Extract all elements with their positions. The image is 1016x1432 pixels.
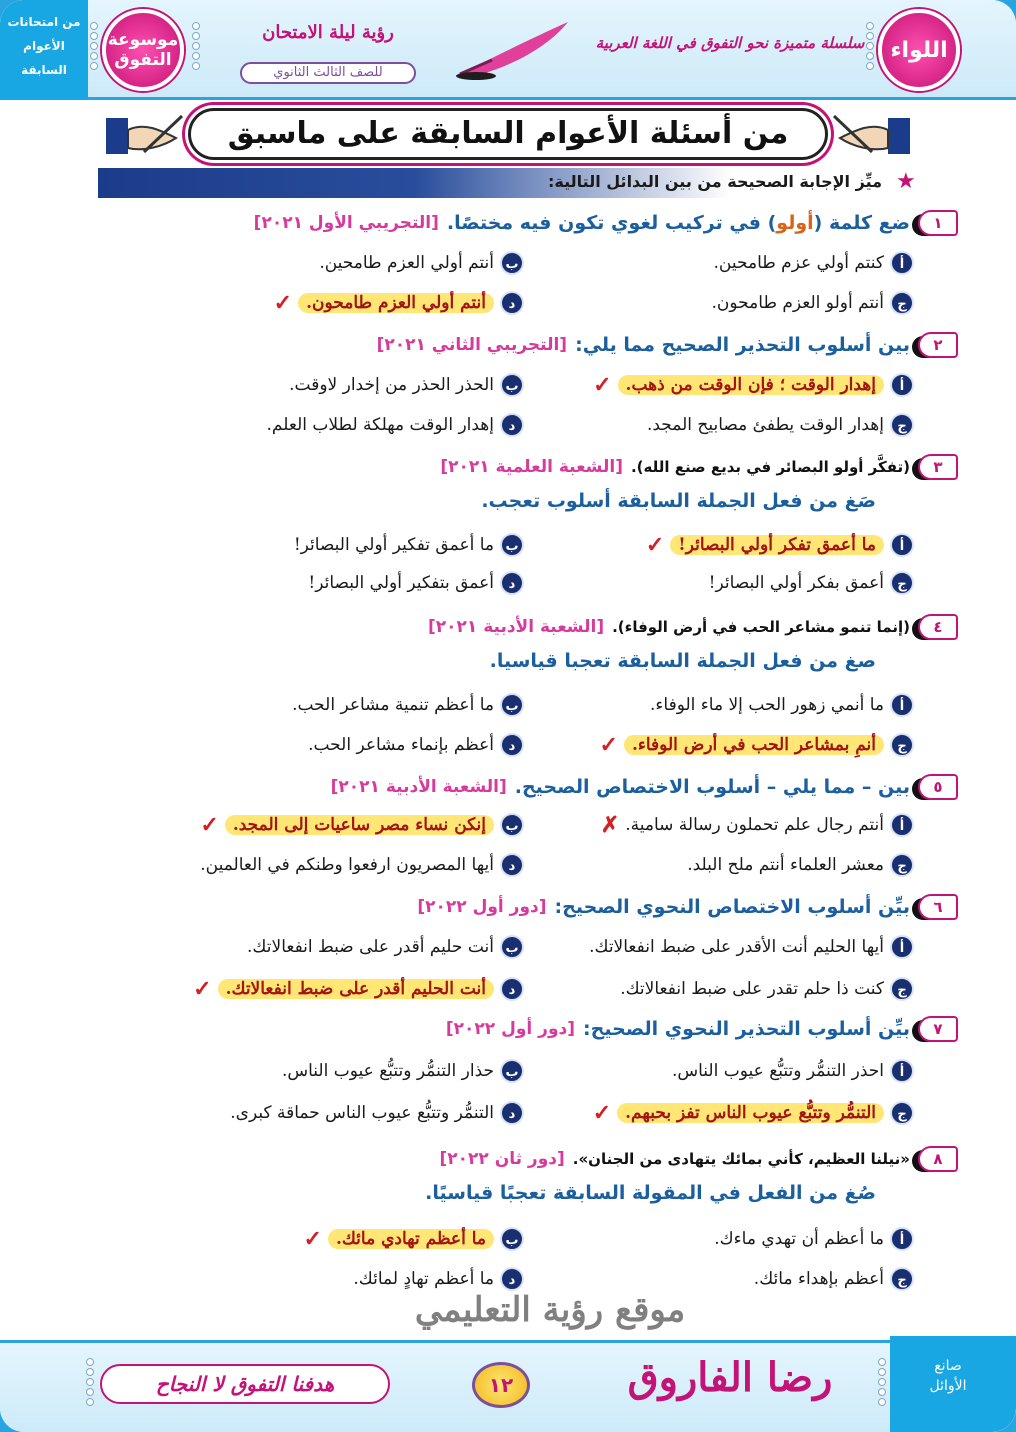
check-icon: ✓ [303, 1226, 322, 1252]
option-text: أنتم أولي العزم طامحين. [319, 253, 494, 273]
encyclopedia-logo-text: موسوعة التفوق [107, 30, 179, 70]
option[interactable] [714, 1222, 914, 1256]
option-text: أنمِ بمشاعر الحب في أرض الوفاء. [624, 735, 884, 755]
option-letter: ج [890, 1267, 914, 1291]
question-4 [428, 612, 958, 642]
option-text: ما أعظم أن تهدي ماءك. [714, 1229, 884, 1249]
author-signature: رضا الفاروق [627, 1354, 833, 1401]
question-text: بيِّن أسلوب التحذير النحوي الصحيح: [583, 1018, 910, 1040]
decor-dots [88, 20, 100, 72]
question-number: ٣ [918, 454, 958, 480]
option-letter: ج [890, 977, 914, 1001]
option-letter: أ [890, 935, 914, 959]
option-letter: ب [500, 1059, 524, 1083]
section-tab [0, 0, 88, 100]
option-text: ما أعمق تفكير أولي البصائر! [293, 535, 494, 555]
option[interactable] [292, 688, 524, 722]
option-letter: د [500, 1267, 524, 1291]
exam-reference: [دور أول ٢٠٢٢] [445, 1019, 576, 1039]
series-tagline: سلسلة متميزة نحو التفوق في اللغة العربية [595, 34, 865, 52]
makers-label [900, 1356, 996, 1396]
site-watermark: موقع رؤية التعليمي [414, 1290, 686, 1330]
option-letter: ج [890, 733, 914, 757]
option-letter: أ [890, 251, 914, 275]
option-letter: د [500, 977, 524, 1001]
exam-reference: [دور أول ٢٠٢٢] [417, 897, 547, 917]
option-text: أنتم أولي العزم طامحون. [298, 293, 494, 313]
option-text: ما أعظم تهادي مائك. [328, 1229, 494, 1249]
question-7 [446, 1014, 958, 1044]
option-text: كنتم أولي عزم طامحين. [713, 253, 884, 273]
decor-dots [876, 1356, 888, 1408]
option-text: الحذر الحذر من إخدار لاوقت. [289, 375, 494, 395]
exam-reference: [دور ثان ٢٠٢٢] [439, 1149, 565, 1169]
option-letter: ب [500, 533, 524, 557]
question-8 [440, 1144, 959, 1174]
check-icon: ✓ [645, 532, 665, 558]
question-text: بين – مما يلي – أسلوب الاختصاص الصحيح. [514, 776, 910, 798]
question-3 [440, 452, 958, 482]
brand-subtitle: للصف الثالث الثانوي [240, 62, 416, 84]
option[interactable] [714, 246, 914, 280]
option[interactable] [672, 1054, 914, 1088]
quill-pen-icon [452, 18, 572, 82]
option-correct[interactable] [593, 1096, 914, 1130]
option-text: حذار التنمُّر وتتبُّع عيوب الناس. [281, 1061, 494, 1081]
question-text: (تفكَّر أولو البصائر في بديع صنع الله). [630, 458, 910, 476]
option-text: أعمق بفكر أولي البصائر! [708, 573, 884, 593]
option-text: إهدار الوقت ؛ فإن الوقت من ذهب. [618, 375, 884, 395]
option-letter: أ [890, 693, 914, 717]
page-number: ١٢ [472, 1362, 530, 1408]
makers-line: الأوائل [929, 1378, 967, 1394]
question-5 [331, 772, 958, 802]
option-text: كنت ذا حلم تقدر على ضبط انفعالاتك. [620, 979, 884, 999]
section-tab-line: الأعوام [23, 39, 65, 53]
option-letter: ج [890, 1101, 914, 1125]
instruction-text: ميِّز الإجابة الصحيحة من بين البدائل التالية: [548, 172, 882, 191]
decor-dots [84, 1356, 96, 1408]
option[interactable] [200, 848, 524, 882]
option-letter: ج [890, 571, 914, 595]
option-letter: ج [890, 413, 914, 437]
question-subprompt: صَغ من فعل الجملة السابقة أسلوب تعجب. [481, 490, 876, 512]
option-text: إهدار الوقت مهلكة لطلاب العلم. [266, 415, 494, 435]
question-subprompt: صغ من فعل الجملة السابقة تعجبا قياسيا. [489, 650, 876, 672]
option-letter: أ [890, 1227, 914, 1251]
option-text: معشر العلماء أنتم ملح البلد. [687, 855, 884, 875]
option-text: التنمُّر وتتبُّع عيوب الناس حماقة كبرى. [230, 1103, 494, 1123]
option[interactable] [709, 566, 914, 600]
question-text: بيِّن أسلوب الاختصاص النحوي الصحيح: [554, 896, 910, 918]
option[interactable] [247, 930, 524, 964]
decor-dots [864, 20, 876, 72]
option[interactable] [267, 408, 524, 442]
option-text: احذر التنمُّر وتتبُّع عيوب الناس. [671, 1061, 884, 1081]
option-text: أيها المصريون ارفعوا وطنكم في العالمين. [200, 855, 494, 875]
page-title-frame [188, 108, 828, 160]
option-letter: د [500, 1101, 524, 1125]
option-letter: ج [890, 291, 914, 315]
option-text: ما أعظم تهادٍ لمائك. [353, 1269, 494, 1289]
option-letter: ب [500, 813, 524, 837]
page-title: من أسئلة الأعوام السابقة على ماسبق [227, 116, 789, 151]
check-icon: ✓ [599, 732, 618, 758]
question-number: ٦ [918, 894, 958, 920]
question-text: (إنما تنمو مشاعر الحب في أرض الوفاء). [612, 618, 910, 636]
option-correct[interactable] [193, 972, 524, 1006]
option-wrong[interactable] [601, 808, 914, 842]
option-letter: د [500, 413, 524, 437]
exam-reference: [الشعبة العلمية ٢٠٢١] [440, 457, 623, 477]
option[interactable] [294, 528, 524, 562]
alliwaa-logo [878, 9, 960, 91]
option-text: أنتم أولو العزم طامحون. [711, 293, 884, 313]
makers-line: صانع [934, 1358, 962, 1374]
option[interactable] [319, 246, 524, 280]
option[interactable] [687, 848, 914, 882]
question-text: ضع كلمة (أولو) في تركيب لغوي تكون فيه مختصًا. [446, 212, 910, 234]
hand-writing-icon [104, 112, 184, 158]
check-icon: ✓ [592, 1100, 612, 1126]
alliwaa-logo-text: اللواء [890, 37, 948, 63]
option-letter: أ [890, 813, 914, 837]
option-letter: ب [500, 693, 524, 717]
hand-writing-icon [832, 112, 912, 158]
question-1 [254, 208, 958, 238]
check-icon: ✓ [273, 290, 293, 316]
option-correct[interactable] [600, 728, 914, 762]
option-text: ما أعظم تنمية مشاعر الحب. [292, 695, 494, 715]
option-letter: د [500, 291, 524, 315]
check-icon: ✓ [193, 976, 212, 1002]
exam-reference: [الشعبة الأدبية ٢٠٢١] [330, 777, 507, 797]
check-icon: ✓ [200, 812, 219, 838]
option-text: أعظم بإهداء مائك. [753, 1269, 884, 1289]
option[interactable] [289, 368, 524, 402]
option-text: أنت حليم أقدر على ضبط انفعالاتك. [247, 937, 494, 957]
option-text: إنكن نساء مصر ساعيات إلى المجد. [225, 815, 494, 835]
option[interactable] [650, 688, 914, 722]
footer-motto: هدفنا التفوق لا النجاح [100, 1364, 390, 1404]
question-number: ٥ [918, 774, 958, 800]
option-text: أيها الحليم أنت الأقدر على ضبط انفعالاتك. [589, 937, 884, 957]
question-text: «نيلنا العظيم، كأني بمائك يتهادى من الجنان». [572, 1150, 910, 1168]
option[interactable] [308, 566, 524, 600]
option-letter: ج [890, 853, 914, 877]
option-letter: د [500, 853, 524, 877]
question-number: ٤ [918, 614, 958, 640]
option[interactable] [647, 408, 914, 442]
decor-dots [190, 20, 202, 72]
option-text: أعظم بإنماء مشاعر الحب. [308, 735, 494, 755]
option[interactable] [589, 930, 914, 964]
option-letter: أ [890, 1059, 914, 1083]
section-tab-line: السابقة [21, 63, 67, 77]
option-letter: ب [500, 251, 524, 275]
question-number: ٨ [918, 1146, 958, 1172]
option[interactable] [712, 286, 914, 320]
option-letter: د [500, 733, 524, 757]
option-correct[interactable] [274, 286, 524, 320]
exam-reference: [التجريبي الأول ٢٠٢١] [253, 213, 439, 233]
option[interactable] [754, 1262, 914, 1296]
encyclopedia-logo [102, 9, 184, 91]
section-tab-line: من امتحانات [7, 15, 81, 29]
question-number: ٧ [918, 1016, 958, 1042]
option-text: أنت الحليم أقدر على ضبط انفعالاتك. [218, 979, 494, 999]
option-text: أعمق بتفكير أولي البصائر! [308, 573, 494, 593]
option[interactable] [230, 1096, 524, 1130]
option-letter: أ [890, 533, 914, 557]
question-text: بين أسلوب التحذير الصحيح مما يلي: [575, 334, 910, 356]
exam-reference: [الشعبة الأدبية ٢٠٢١] [427, 617, 605, 637]
option-text: أنتم رجال علم تحملون رسالة سامية. [625, 815, 884, 835]
option-text: ما أنمي زهور الحب إلا ماء الوفاء. [650, 695, 884, 715]
brand-title: رؤية ليلة الامتحان [262, 22, 394, 43]
option[interactable] [620, 972, 914, 1006]
option-letter: ب [500, 1227, 524, 1251]
instruction-bar [98, 168, 890, 198]
option-letter: ب [500, 373, 524, 397]
option-correct[interactable] [200, 808, 524, 842]
option[interactable] [308, 728, 524, 762]
option[interactable] [282, 1054, 524, 1088]
check-icon: ✓ [593, 372, 612, 398]
exam-reference: [التجريبي الثاني ٢٠٢١] [376, 335, 568, 355]
option-letter: أ [890, 373, 914, 397]
question-number: ١ [918, 210, 958, 236]
question-subprompt: صُغ من الفعل في المقولة السابقة تعجبًا قياسيًا. [425, 1182, 876, 1204]
option-text: ما أعمق تفكر أولي البصائر! [670, 535, 884, 555]
question-6 [417, 892, 958, 922]
option-letter: د [500, 571, 524, 595]
star-icon: ★ [896, 169, 916, 194]
option-letter: ب [500, 935, 524, 959]
cross-icon: ✗ [600, 812, 620, 838]
option-correct[interactable] [593, 368, 914, 402]
question-2 [377, 330, 958, 360]
option-text: التنمُّر وتتبُّع عيوب الناس تفز بحبهم. [617, 1103, 884, 1123]
option-text: إهدار الوقت يطفئ مصابيح المجد. [646, 415, 884, 435]
option-correct[interactable] [304, 1222, 525, 1256]
option-correct[interactable] [646, 528, 914, 562]
question-number: ٢ [918, 332, 958, 358]
